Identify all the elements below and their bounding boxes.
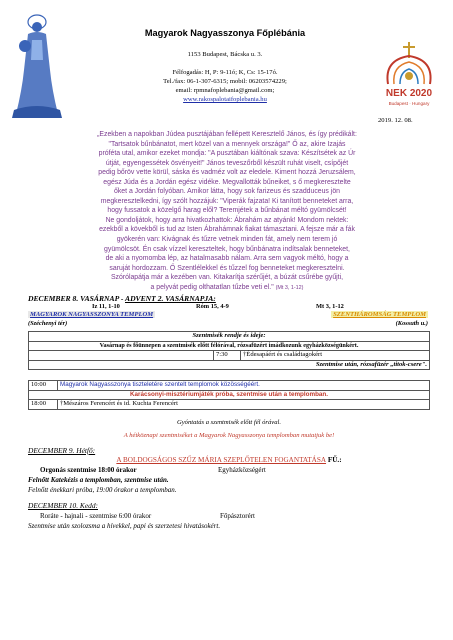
table-row [29,381,430,391]
tuesday-heading: DECEMBER 10. Kedd: [28,501,98,510]
church-left-name: MAGYAROK NAGYASSZONYA TEMPLOM [30,311,154,318]
website-link[interactable]: www.rakospalotaifoplebania.hu [183,96,267,103]
monday-choir: Felnőtt énekkari próba, 19:00 órakor a templomban. [28,486,177,494]
gospel-line: pedig bőröv vette körül, sáska és vadméz volt az eledele. Kiment hozzá Jeruzsálem, [98,169,356,177]
gospel-line: gyümölcsöt. Én csak vízzel kereszteltek, hogy bűnbánatra indítsalak benneteket, [104,245,350,253]
weekday-notice: A hétköznapi szentmiséket a Magyarok Nagyasszonya templomban mutatjuk be! [123,432,335,439]
gospel-line: egész Júda és a Jordán egész vidéke. Megvallották bűneiket, s ő megkeresztelte [103,178,351,186]
rosary-note: Vasárnap és főünnepen a szentmisék előtt félórával, rózsafüzért imádkozunk egyházközségünkért. [29,341,430,351]
gospel-line: hogy fussatok a közelgő harag elől? Teremjétek a bűnbánat méltó gyümölcsét! [107,207,347,215]
gospel-line: Szórólapátja már a kezében van. Kitakarítja szérűjét, a búzát csűrébe gyűjti, [110,274,344,282]
mass-intention-10: Magyarok Nagyasszonya tiszteletére szentelt templomok közösségéért. [58,381,430,391]
after-mass-rosary: Szentmise után, rózsafüzér „titok-csere". [29,360,430,370]
tuesday-mass: Roráte - hajnali - szentmise 6:00 órakor [40,512,152,520]
monday-feast-suffix: FŰ.: [326,456,342,464]
monday-catechesis: Felnőtt Katekézis a templomban, szentmise után. [28,476,169,484]
tuesday-intention: Főpásztorért [220,512,255,520]
church-left-location: (Széchenyi tér) [28,320,68,327]
nek-logo-text: NEK 2020 [385,88,433,99]
church-right-location: (Kossuth u.) [395,320,428,327]
parish-address: 1153 Budapest, Bácska u. 3. [187,51,263,58]
tuesday-after: Szentmise után szolozsma a hívekkel, papi és szerzetesi hivatásokért. [28,522,221,530]
phone-line: Tel./fax: 06-1-307-6315; mobil: 06203574229; [163,78,287,85]
gospel-line: "Tartsatok bűnbánatot, mert közel van a mennyek országa!" Ő az, akire Izajás [108,140,346,148]
gospel-line: ezekből a kövekből is tud az Isten Ábrahámnak fiakat támasztani. A fejsze már a fák [99,226,355,234]
parish-title: Magyarok Nagyasszonya Főplébánia [144,28,306,38]
reading-1: Iz 11, 1-10 [92,303,120,310]
sunday-heading-advent: ADVENT 2. VASÁRNAPJA: [125,294,216,303]
gospel-line: de aki a nyomomba lép, az hatalmasabb nálam. Arra sem vagyok méltó, hogy a [105,255,349,263]
empty-cell [29,351,214,361]
reading-3: Mt 3, 1-12 [316,303,344,310]
gospel-line: „Ezekben a napokban Júdea pusztájában fellépett Keresztelő János, és így prédikált: [97,131,357,138]
sunday-heading-day: DECEMBER 8. VASÁRNAP [28,294,119,303]
schedule-order-label: Szentmisék rendje és ideje: [29,332,430,342]
rehearsal-note: Karácsonyi-misztériumjáték próba, szentmise után a templomban. [29,390,430,400]
table-row [29,341,430,351]
table-row [29,360,430,370]
mary-statue-image [6,10,68,122]
gospel-line: gyökerén van: Kivágnak és tűzre vetnek minden fát, amely nem terem jó [116,236,338,244]
bulletin-date: 2019. 12. 08. [378,117,413,124]
mass-time-10: 10:00 [29,381,58,391]
gospel-line-end: a pelyvát pedig olthatatlan tűzbe veti el." [150,283,274,291]
monday-mass: Orgonás szentmise 18:00 órakor [40,466,137,474]
monday-intention: Egyházközségért [218,466,266,474]
office-hours: Félfogadás: H, P: 9-11ó; K, Cs: 15-17ó. [172,69,278,76]
monday-feast [28,456,430,464]
gospel-reference: (Mt 3, 1-12) [275,284,304,291]
gospel-line: őket a Jordán folyóban. Amikor látta, hogy sok farizeus és szadduceus jön [114,188,340,196]
table-row [29,390,430,400]
sunday-heading-sep: - [118,294,125,303]
nek2020-logo [374,40,444,112]
sunday-schedule-table [28,331,430,370]
table-row [29,400,430,410]
table-row [29,351,430,361]
gospel-line [10,283,444,294]
church-headers [28,311,428,329]
confession-note: Gyóntatás a szentmisék előtt fél órával. [176,419,282,426]
gospel-line: saruját hordozzam. Ő Szentlélekkel és tűzzel fog benneteket megkeresztelni. [109,264,345,272]
mass-time-730: 7:30 [214,351,241,361]
gospel-quote [10,130,444,293]
monday-heading: DECEMBER 9. Hétfő: [28,446,96,455]
mass-intention-730: †Édesapáért és családtagokért [241,351,430,361]
table-row [29,332,430,342]
reading-2: Róm 15, 4-9 [196,303,229,310]
nek-logo-sub: Budapest · Hungary [388,101,430,106]
sunday-evening-table [28,380,430,410]
email-line: email: rpmnafoplebania@gmail.com; [175,87,275,94]
gospel-line: útját, egyengessétek ösvényeit!" János teveszőrből készült ruhát viselt, csípőjét [105,159,349,167]
sunday-heading [28,294,216,303]
gospel-line: megkeresztelkedni, így szólt hozzájuk: "Viperák fajzata! Ki tanított benneteket arra, [100,197,354,205]
monday-feast-name: A BOLDOGSÁGOS SZŰZ MÁRIA SZEPLŐTELEN FOGANTATÁSA [116,456,327,464]
mass-intention-18: †Mészáros Ferencért és id. Kuchta Ferencért [58,400,430,410]
church-right-name: SZENTHÁROMSÁG TEMPLOM [333,311,426,318]
gospel-line: Ne gondoljátok, hogy arra hivatkozhattok: Ábrahám az atyánk! Mondom nektek: [105,216,349,224]
mass-time-18: 18:00 [29,400,58,410]
gospel-line: próféta utal, amikor ezeket mondja: "A pusztában kiáltónak szava: Készítsétek az Úr [98,150,356,158]
